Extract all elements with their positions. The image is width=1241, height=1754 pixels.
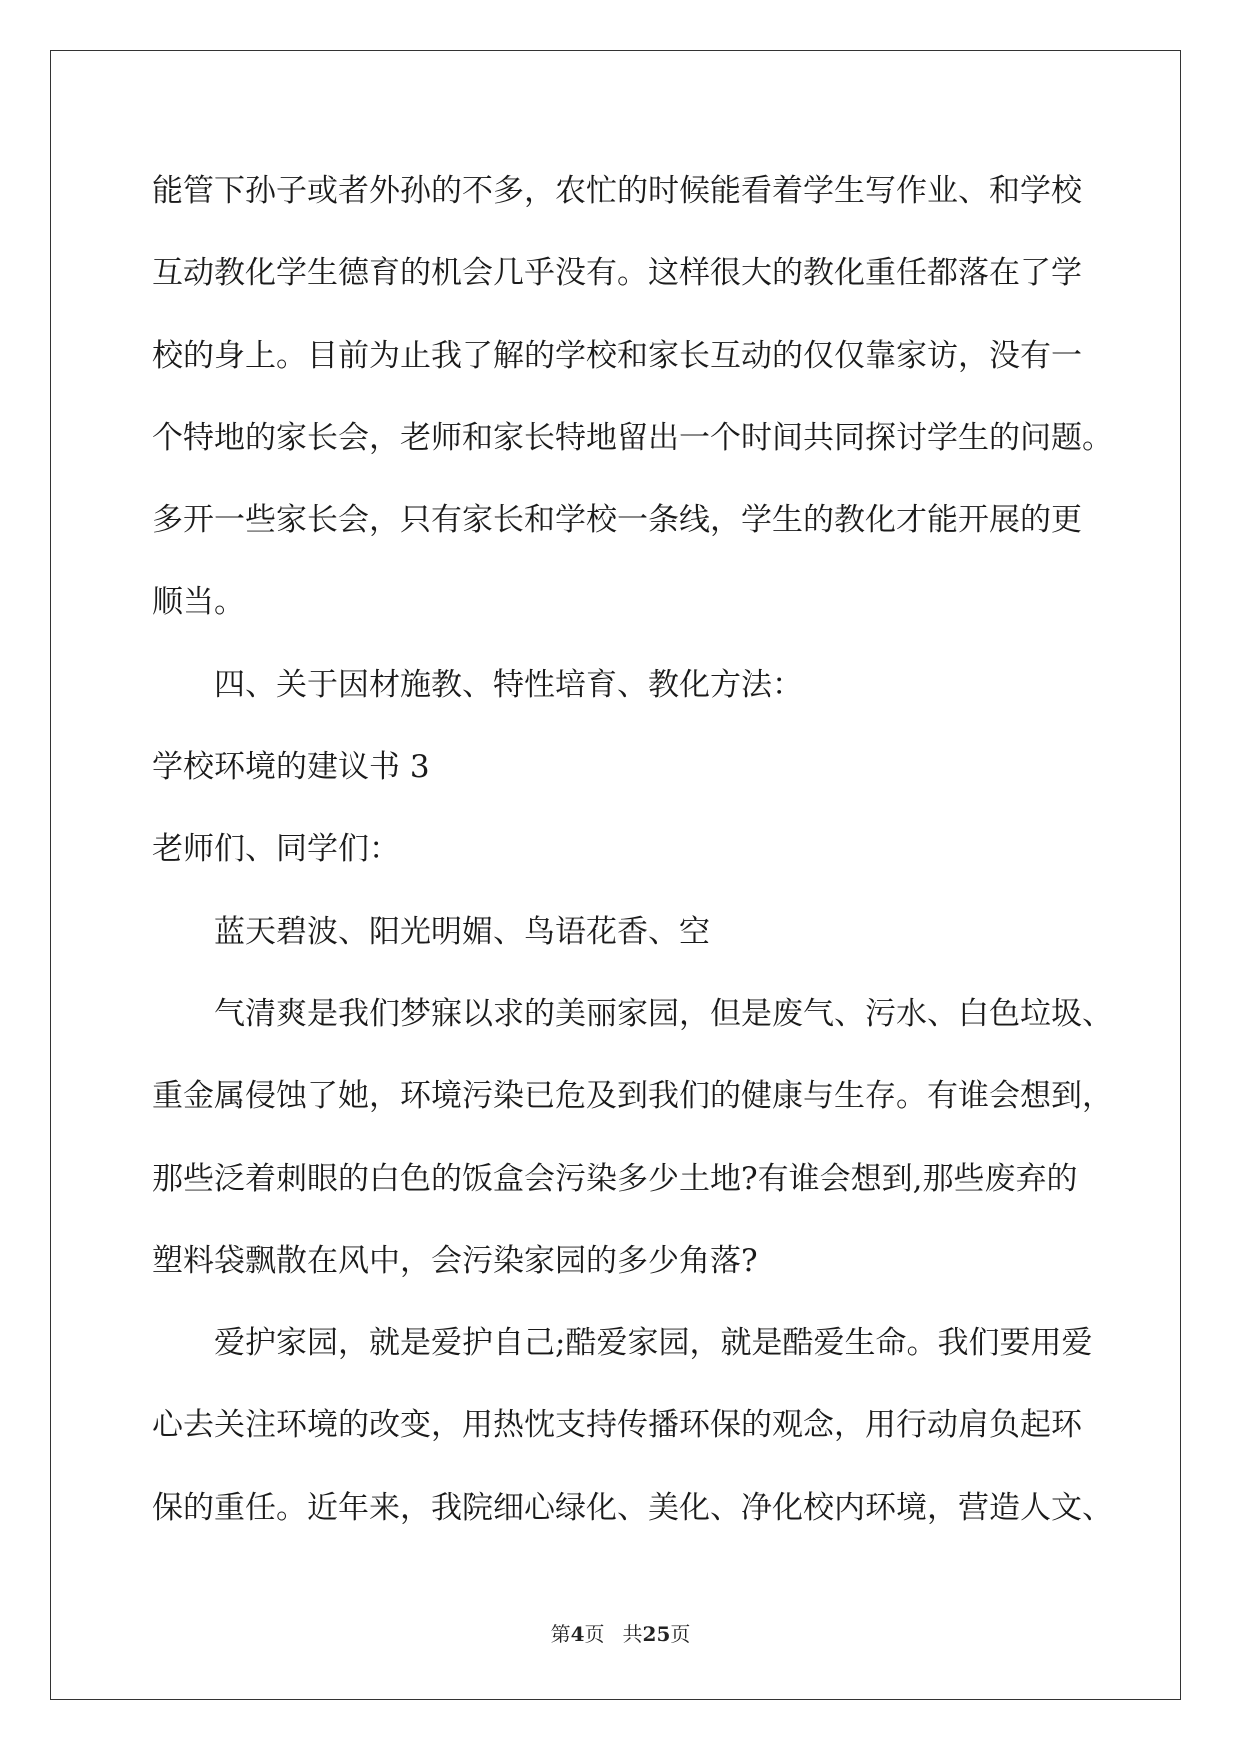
text-line: 塑料袋飘散在风中，会污染家园的多少角落? bbox=[152, 1242, 758, 1279]
text-line: 心去关注环境的改变，用热忱支持传播环保的观念，用行动肩负起环 bbox=[152, 1407, 1082, 1444]
document-body bbox=[152, 160, 1113, 1559]
text-line: 互动教化学生德育的机会几乎没有。这样很大的教化重任都落在了学 bbox=[152, 255, 1082, 292]
page-footer bbox=[0, 1618, 1241, 1647]
footer-total-prefix: 共 bbox=[622, 1622, 643, 1646]
document-title: 学校环境的建议书 3 bbox=[152, 749, 430, 786]
text-line: 爱护家园，就是爱护自己;酷爱家园，就是酷爱生命。我们要用爱 bbox=[214, 1325, 1093, 1362]
footer-page-word: 页 bbox=[584, 1622, 605, 1646]
text-line: 顺当。 bbox=[152, 584, 245, 621]
text-line: 能管下孙子或者外孙的不多，农忙的时候能看着学生写作业、和学校 bbox=[152, 173, 1082, 209]
text-line: 个特地的家长会，老师和家长特地留出一个时间共同探讨学生的问题。 bbox=[152, 419, 1113, 456]
section-heading: 四、关于因材施教、特性培育、教化方法： bbox=[214, 666, 803, 703]
footer-prefix: 第 bbox=[550, 1622, 571, 1646]
text-line: 校的身上。目前为止我了解的学校和家长互动的仅仅靠家访，没有一 bbox=[152, 337, 1082, 374]
total-pages-number: 25 bbox=[642, 1622, 671, 1646]
text-line: 那些泛着刺眼的白色的饭盒会污染多少土地?有谁会想到,那些废弃的 bbox=[152, 1160, 1078, 1197]
text-line: 蓝天碧波、阳光明媚、鸟语花香、空 bbox=[214, 913, 710, 950]
text-line: 气清爽是我们梦寐以求的美丽家园，但是废气、污水、白色垃圾、 bbox=[214, 995, 1113, 1032]
footer-total-suffix: 页 bbox=[670, 1622, 691, 1646]
text-line: 多开一些家长会，只有家长和学校一条线，学生的教化才能开展的更 bbox=[152, 502, 1082, 539]
salutation: 老师们、同学们： bbox=[152, 831, 400, 868]
text-line: 重金属侵蚀了她，环境污染已危及到我们的健康与生存。有谁会想到， bbox=[152, 1078, 1113, 1115]
text-line: 保的重任。近年来，我院细心绿化、美化、净化校内环境，营造人文、 bbox=[152, 1489, 1113, 1526]
current-page-number: 4 bbox=[570, 1622, 585, 1646]
